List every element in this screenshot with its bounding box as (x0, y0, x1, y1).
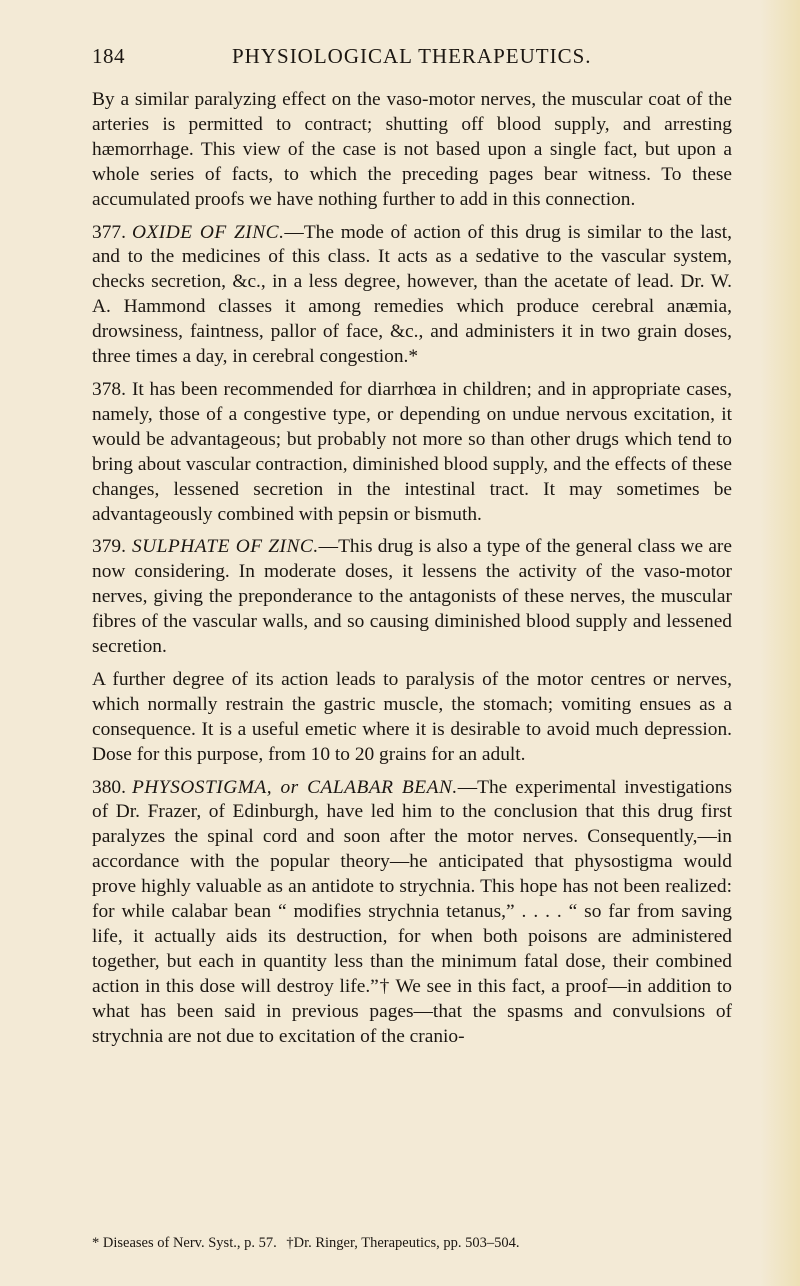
page-number: 184 (92, 44, 125, 68)
section-title: PHYSOSTIGMA, or CALABAR BEAN. (131, 776, 458, 798)
section-378 (92, 378, 732, 527)
section-number: 380. (92, 776, 126, 798)
section-379 (92, 535, 732, 660)
section-number: 379. (92, 536, 126, 558)
footnote: * Diseases of Nerv. Syst., p. 57. (92, 1235, 277, 1251)
section-380 (92, 776, 732, 1050)
section-377 (92, 221, 732, 370)
section-title: SULPHATE OF ZINC. (131, 536, 319, 558)
page-header (92, 44, 732, 74)
section-text: —The experimental investigations of Dr. Frazer, of Edinburgh, have led him to the conclusion that this drug first paralyzes the spinal cord and soon after the motor nerves. Consequently,—in accordance with the popular theory—he anticipated that physostigma would prove highly valuable as an antidote to strychnia. This hope has not been realized: for while calabar bean “ modifies strychnia tetanus,” . . . . “ so far from saving life, it actually aids its destruction, for when both poisons are administered together, but each in quantity less than the minimum fatal dose, their combined action in this dose will destroy life.”† We see in this fact, a proof—in addition to what has been said in previous pages—that the spasms and convulsions of strychnia are not due to excitation of the cranio- (92, 776, 732, 1047)
body-text (92, 88, 732, 1058)
section-title: OXIDE OF ZINC. (131, 221, 285, 243)
footnote: †Dr. Ringer, Therapeutics, pp. 503–504. (286, 1235, 520, 1251)
page-edge-shade (760, 0, 800, 1286)
section-number: 378. (92, 378, 126, 400)
footnotes (92, 1234, 732, 1252)
running-title: PHYSIOLOGICAL THERAPEUTICS. (232, 44, 592, 68)
paragraph-continuation: By a similar paralyzing effect on the vaso-motor nerves, the muscular coat of the arteries is permitted to contract; shutting off blood supply, and arresting hæmorrhage. This view of the case is not based upon a single fact, but upon a whole series of facts, to which the preceding pages bear witness. To these accumulated proofs we have nothing further to add in this connection. (92, 89, 732, 210)
section-number: 377. (92, 221, 126, 243)
section-379-continued: A further degree of its action leads to paralysis of the motor centres or nerves, which normally restrain the gastric muscle, the stomach; vomiting ensues as a consequence. It is a useful emetic where it is desirable to avoid much depression. Dose for this purpose, from 10 to 20 grains for an adult. (92, 668, 732, 765)
section-text: It has been recommended for diarrhœa in children; and in appropriate cases, namely, those of a congestive type, or depending on undue nervous excitation, it would be advantageous; but probably not more so than other drugs which tend to bring about vascular contraction, diminished blood supply, and the effects of these changes, lessened secretion in the intestinal tract. It may sometimes be advantageously combined with pepsin or bismuth. (92, 378, 732, 525)
section-text: —This drug is also a type of the general class we are now considering. In moderate doses, it lessens the activity of the vaso-motor nerves, giving the preponderance to the antagonists of these nerves, the muscular fibres of the vascular walls, and so causing diminished blood supply and lessened secretion. (92, 536, 732, 658)
section-text: —The mode of action of this drug is similar to the last, and to the medicines of this class. It acts as a sedative to the vascular system, checks secretion, &c., in a less degree, however, than the acetate of lead. Dr. W. A. Hammond classes it among remedies which produce cerebral anæmia, drowsiness, faintness, pallor of face, &c., and administers it in two grain doses, three times a day, in cerebral congestion.* (92, 221, 732, 368)
